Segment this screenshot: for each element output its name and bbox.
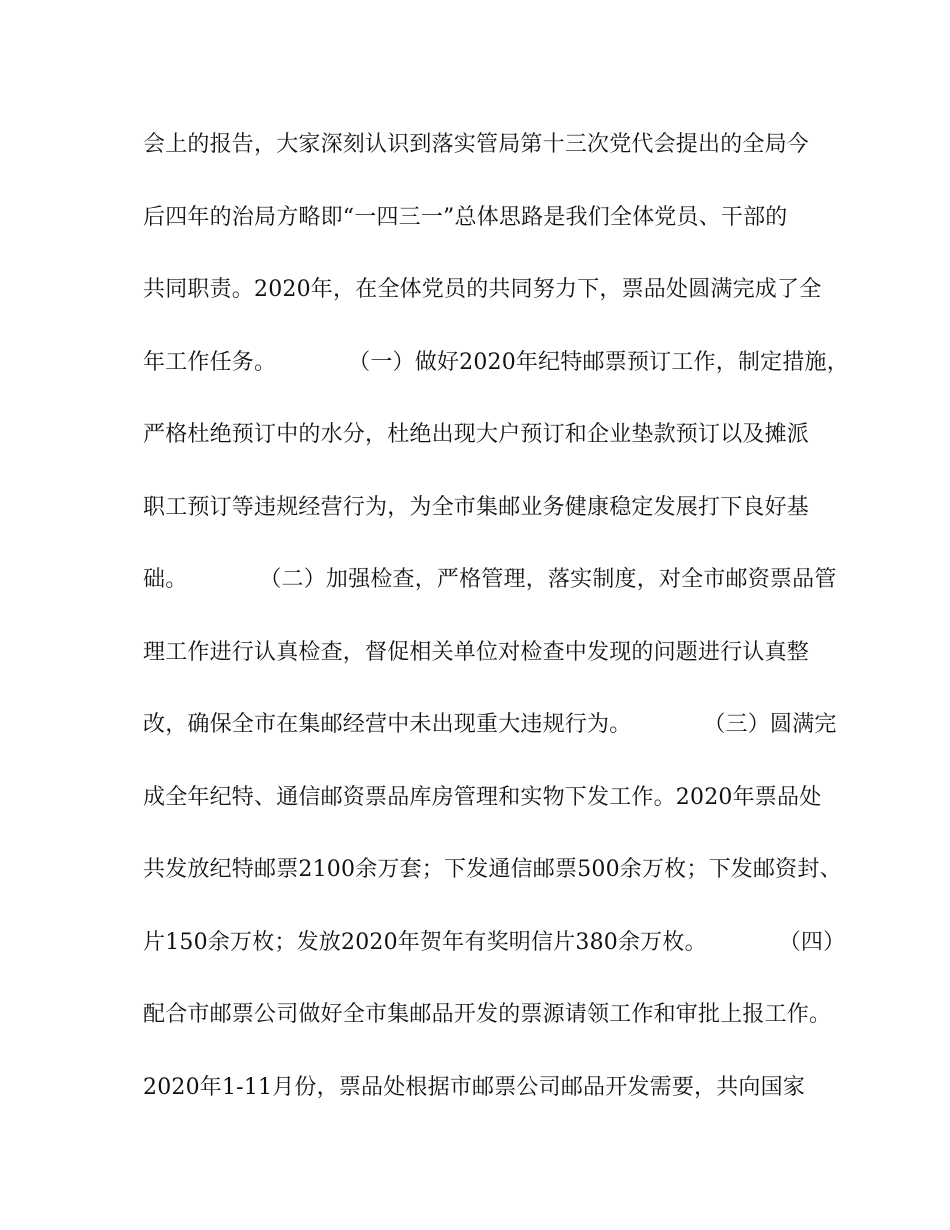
text-line: 会上的报告，大家深刻认识到落实管局第十三次党代会提出的全局今 <box>143 132 810 157</box>
text-line: 年工作任务。 （一）做好2020年纪特邮票预订工作，制定措施， <box>143 350 849 375</box>
text-line: 2020年1-11月份，票品处根据市邮票公司邮品开发需要，共向国家 <box>143 1075 806 1100</box>
text-line: 职工预订等违规经营行为，为全市集邮业务健康稳定发展打下良好基 <box>143 495 810 520</box>
text-line: 成全年纪特、通信邮资票品库房管理和实物下发工作。2020年票品处 <box>143 785 822 810</box>
text-line: 后四年的治局方略即“一四三一”总体思路是我们全体党员、干部的 <box>143 205 788 230</box>
text-line: 片150余万枚；发放2020年贺年有奖明信片380余万枚。 （四） <box>143 930 846 955</box>
text-line: 理工作进行认真检查，督促相关单位对检查中发现的问题进行认真整 <box>143 640 810 665</box>
text-line: 共同职责。2020年，在全体党员的共同努力下，票品处圆满完成了全 <box>143 277 822 302</box>
text-line: 共发放纪特邮票2100余万套；下发通信邮票500余万枚；下发邮资封、 <box>143 857 842 882</box>
text-line: 改，确保全市在集邮经营中未出现重大违规行为。 （三）圆满完 <box>143 712 837 737</box>
text-line: 严格杜绝预订中的水分，杜绝出现大户预订和企业垫款预订以及摊派 <box>143 422 810 447</box>
text-line: 础。 （二）加强检查，严格管理，落实制度，对全市邮资票品管 <box>143 567 837 592</box>
text-line: 配合市邮票公司做好全市集邮品开发的票源请领工作和审批上报工作。 <box>143 1002 832 1027</box>
